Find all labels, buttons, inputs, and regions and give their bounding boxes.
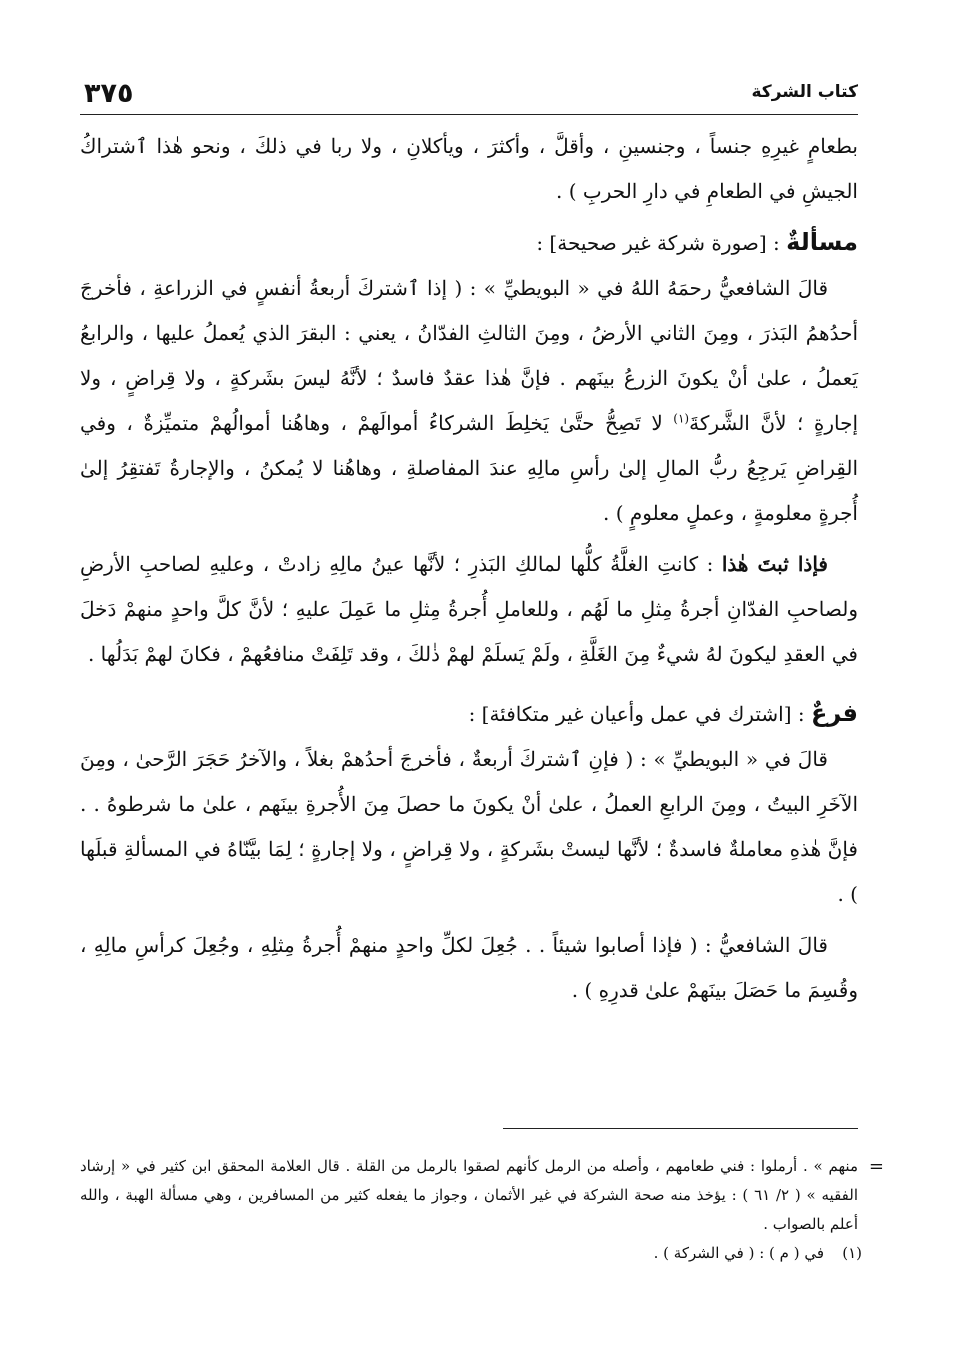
continuation-marker: =	[868, 1156, 884, 1177]
section-heading-masala	[80, 220, 858, 266]
paragraph-ruling	[80, 542, 858, 677]
footnote-reference-1: (١)	[673, 411, 690, 426]
page-number: ٣٧٥	[84, 78, 134, 109]
footnote-1-text: في ( م ) : ( في الشركة ) .	[653, 1244, 824, 1262]
footnote-continuation-text: منهم » . أرملوا : فني طعامهم ، وأصله من الرمل كأنهم لصقوا بالرمل من القلة . قال العلامة المحقق ابن كثير في « إرشاد الفقيه » ( ٢/ ٦١ ) : يؤخذ منه صحة الشركة في غير الأثمان ، وجواز ما يفعله كثير من المسافرين ، وهي مسألة الهبة ، والله أعلم بالصواب .	[80, 1157, 858, 1233]
footnotes	[80, 1152, 884, 1268]
footnote-divider	[503, 1128, 858, 1129]
paragraph-shafii-quote	[80, 266, 858, 536]
paragraph-ruling-lead: فإذا ثبتَ هٰذا	[721, 552, 828, 576]
paragraph-buwayti-quote: قالَ في « البويطيِّ » : ( فإنِ ٱشتركَ أربعةٌ ، فأخرجَ أحدُهمْ بغلاً ، والآخرُ حَجَرَ الرَّحىٰ ، ومِنَ الآخَرِ البيتُ ، ومِنَ الرابعِ العملُ ، علىٰ أنْ يكونَ ما حصلَ مِنَ الأُجرةِ بينَهم ، علىٰ ما شرطوهُ . . فإنَّ هٰذهِ معاملةٌ فاسدةٌ ؛ لأنَّها ليستْ بشَركةٍ ، ولا قِراضٍ ، ولا إجارةٍ ؛ لِمَا بيَّنّاهُ في المسألةِ قبلَها ) .	[80, 747, 858, 906]
paragraph-shafii-second-quote: قالَ الشافعيُّ : ( فإذا أصابوا شيئاً . . جُعِلَ لكلِّ واحدٍ منهمْ أُجرةُ مِثلِهِ ، وجُعِلَ كرأسِ مالِهِ ، وقُسِمَ ما حَصَلَ بينَهمْ علىٰ قدرِهِ ) .	[80, 933, 858, 1002]
main-text	[80, 124, 858, 1013]
far-heading-title: : [اشترك في عمل وأعيان غير متكافئة] :	[468, 702, 805, 726]
running-head: كتاب الشركة	[751, 82, 858, 102]
footnote-1	[80, 1239, 862, 1268]
page-header	[80, 78, 858, 115]
footnote-1-number: (١)	[842, 1244, 862, 1262]
section-heading-far	[80, 691, 858, 737]
masala-heading-word: مسألةٌ	[786, 228, 858, 256]
paragraph-continuation: بطعامٍ غيرِهِ جنساً ، وجنسينِ ، وأقلَّ ، وأكثرَ ، ويأكلانِ ، ولا ربا في ذلكَ ، ونحو هٰذا ٱشتراكُ الجيشِ في الطعامِ في دارِ الحربِ ) .	[80, 134, 858, 203]
far-heading-word: فرعٌ	[810, 699, 858, 727]
masala-heading-title: : [صورة شركة غير صحيحة] :	[536, 231, 780, 255]
paragraph-shafii-quote-part2: لا تَصِحُّ حتَّىٰ يَخلِطَ الشركاءُ أموالَهمْ ، وهاهُنا أموالُهمْ متميِّزةٌ ، وفي القِراضِ يَرجِعُ ربُّ المالِ إلىٰ رأسِ مالِهِ عندَ المفاصلةِ ، وهاهُنا لا يُمكنُ ، والإجارةُ تَفتقِرُ إلىٰ أُجرةٍ معلومةٍ ، وعملٍ معلومٍ ) .	[80, 411, 858, 525]
paragraph-ruling-text: : كانتِ الغلَّةُ كلُّها لمالكِ البَذرِ ؛ لأنَّها عينُ مالِهِ زادتْ ، وعليهِ لصاحبِ الأرضِ ولصاحبِ الفدّانِ أجرةُ مِثلِ ما لَهُم ، وللعاملِ أُجرةُ مِثلِ ما عَمِلَ عليهِ ؛ لأنَّ كلَّ واحدٍ منهمْ دَخلَ في العقدِ ليكونَ لهُ شيءٌ مِنَ الغَلَّةِ ، ولَمْ يَسلَمْ لهمْ ذٰلكَ ، وقد تَلِفَتْ منافعُهمْ ، فكانَ لهمْ بَدَلُها .	[80, 552, 858, 666]
footnote-continuation	[80, 1152, 884, 1239]
paragraph-shafii-quote-part1: قالَ الشافعيُّ رحمَهُ اللهُ في « البويطيِّ » : ( إذا ٱشتركَ أربعةُ أنفسٍ في الزراعةِ ، فأخرجَ أحدُهمُ البَذرَ ، ومِنَ الثاني الأرضُ ، ومِنَ الثالثِ الفدّانُ ، يعني : البقرَ الذي يُعملُ عليها ، والرابعُ يَعملُ ، علىٰ أنْ يكونَ الزرعُ بينَهم . فإنَّ هٰذا عقدٌ فاسدٌ ؛ لأنَّهُ ليسَ بشَركةٍ ، ولا قِراضٍ ، ولا إجارةٍ ؛ لأنَّ الشَّركةَ	[80, 276, 858, 435]
